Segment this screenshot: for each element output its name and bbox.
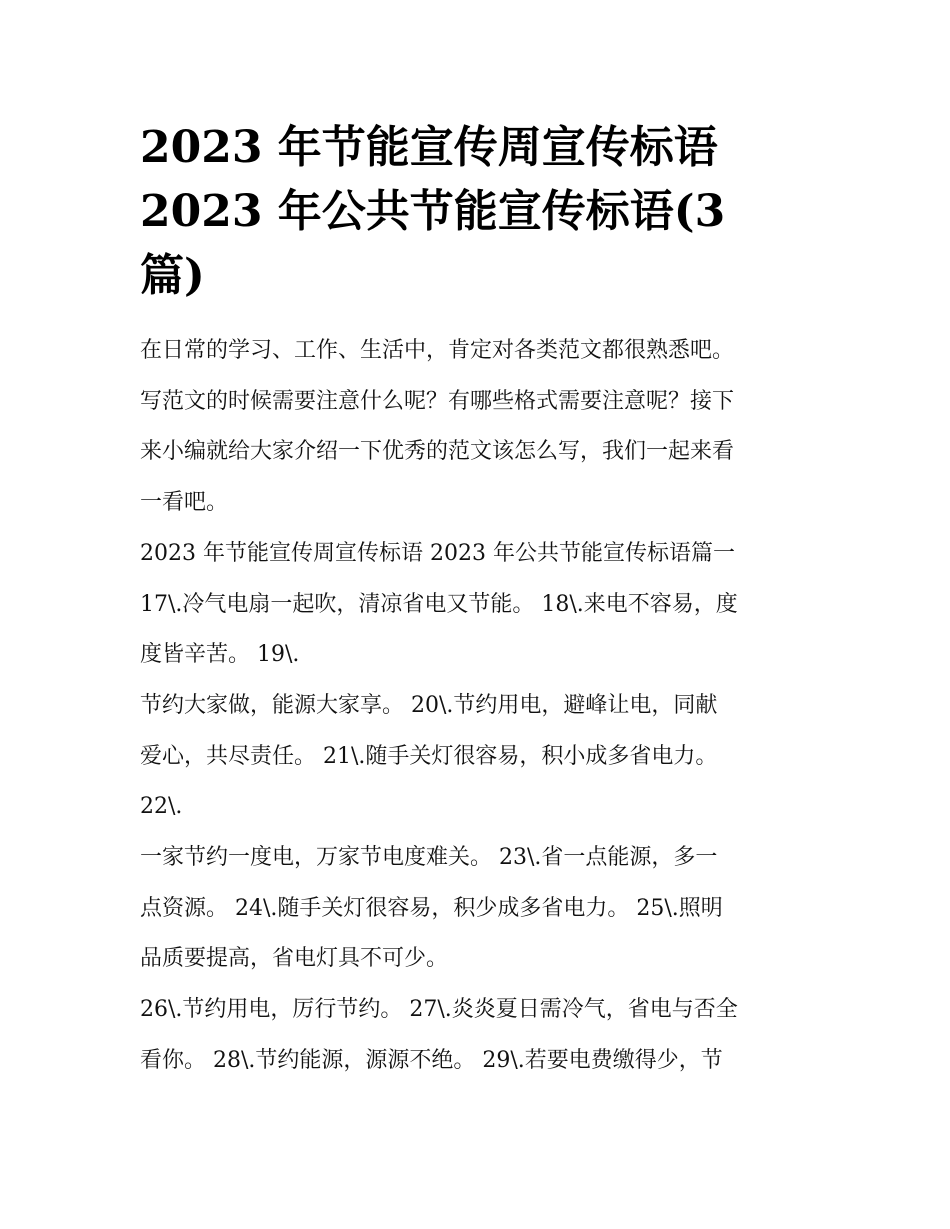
text-line: 节约大家做，能源大家享。 20\.节约用电，避峰让电，同献	[140, 692, 718, 718]
text-line: 一家节约一度电，万家节电度难关。 23\.省一点能源，多一	[140, 845, 718, 871]
title-line: 篇)	[140, 250, 205, 301]
slogan-paragraph	[140, 833, 820, 985]
text-line: 一看吧。	[140, 490, 229, 516]
section-heading	[140, 529, 820, 580]
text-line: 爱心，共尽责任。 21\.随手关灯很容易，积小成多省电力。	[140, 743, 718, 769]
slogan-paragraph	[140, 681, 820, 833]
text-line: 点资源。 24\.随手关灯很容易，积少成多省电力。 25\.照明	[140, 895, 723, 921]
text-line: 在日常的学习、工作、生活中，肯定对各类范文都很熟悉吧。	[140, 338, 735, 363]
text-line: 17\.冷气电扇一起吹，清凉省电又节能。 18\.来电不容易，度	[140, 591, 738, 617]
text-line: 写范文的时候需要注意什么呢？有哪些格式需要注意呢？接下	[140, 388, 735, 414]
text-line: 度皆辛苦。 19\.	[140, 642, 300, 668]
title-line: 2023 年公共节能宣传标语(3	[140, 186, 726, 237]
title-line: 2023 年节能宣传周宣传标语	[140, 122, 718, 173]
document-title	[140, 116, 820, 308]
text-line: 来小编就给大家介绍一下优秀的范文该怎么写，我们一起来看	[140, 439, 735, 465]
text-line: 22\.	[140, 794, 183, 820]
text-line: 2023 年节能宣传周宣传标语 2023 年公共节能宣传标语篇一	[140, 540, 735, 566]
page-content	[140, 116, 820, 1087]
text-line: 品质要提高，省电灯具不可少。	[140, 946, 449, 972]
text-line: 26\.节约用电，厉行节约。 27\.炎炎夏日需冷气，省电与否全	[140, 997, 738, 1023]
document-body	[140, 326, 820, 1087]
slogan-paragraph	[140, 985, 820, 1086]
slogan-paragraph	[140, 580, 820, 681]
intro-paragraph	[140, 326, 820, 529]
text-line: 看你。 28\.节约能源，源源不绝。 29\.若要电费缴得少，节	[140, 1047, 723, 1073]
